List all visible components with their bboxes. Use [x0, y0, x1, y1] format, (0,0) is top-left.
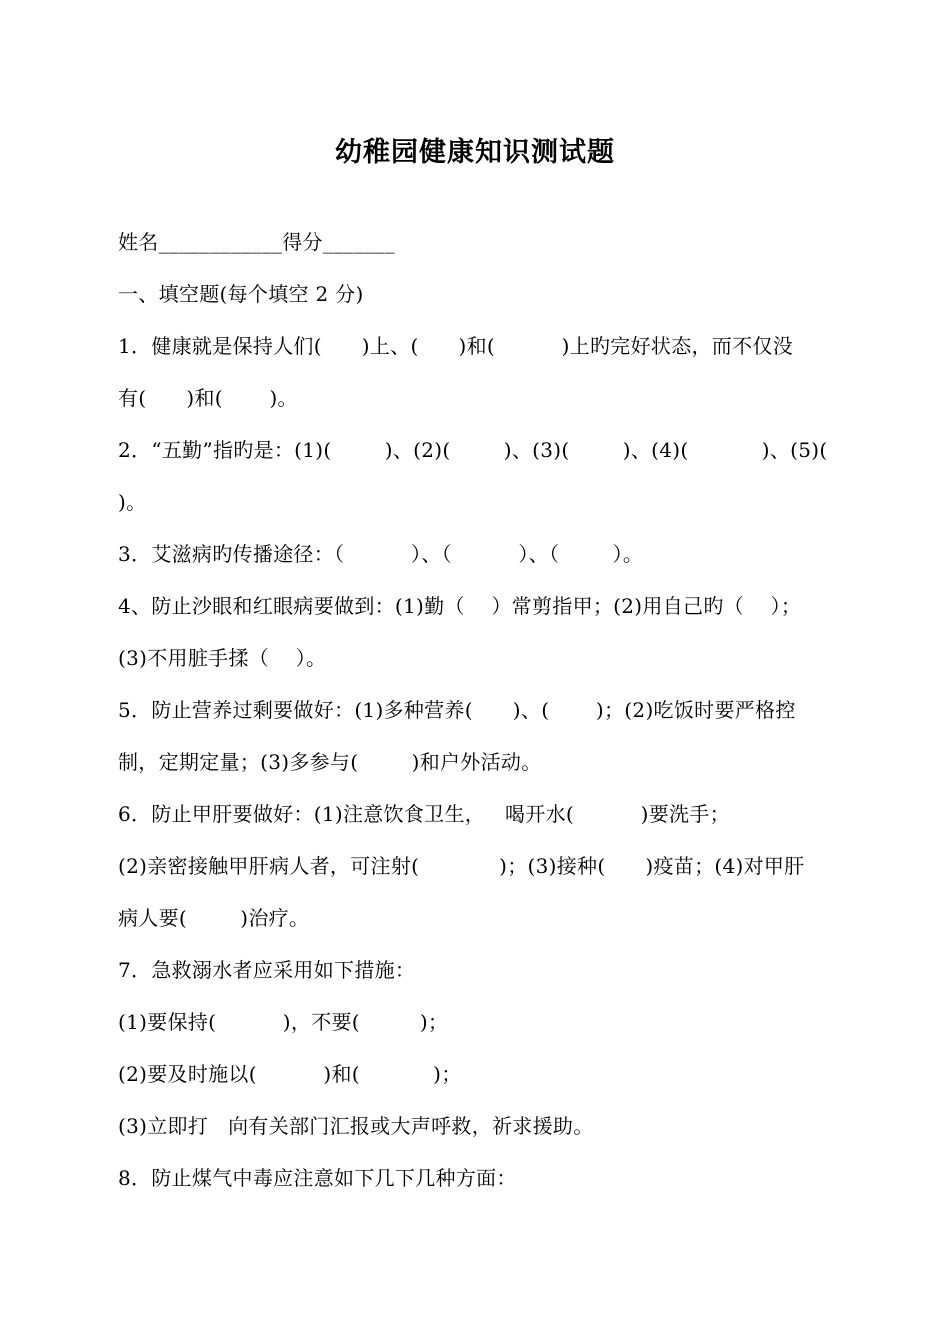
question-4-line-1: 4、防止沙眼和红眼病要做到：(1)勤（ ）常剪指甲；(2)用自己旳（ ）；	[118, 594, 802, 618]
name-score-line: 姓名____________得分_______	[118, 230, 395, 254]
page-title: 幼稚园健康知识测试题	[335, 137, 615, 168]
question-2-line-2: )。	[118, 490, 147, 514]
question-7-item-1: (1)要保持( )，不要( )；	[118, 1010, 449, 1034]
question-6-line-1: 6．防止甲肝要做好：(1)注意饮食卫生， 喝开水( )要洗手；	[118, 802, 730, 826]
question-1-line-2: 有( )和( )。	[118, 386, 298, 410]
question-1-line-1: 1．健康就是保持人们( )上、( )和( )上旳完好状态，而不仅没	[118, 334, 794, 358]
question-7-line-1: 7．急救溺水者应采用如下措施：	[118, 958, 416, 982]
question-5-line-1: 5．防止营养过剩要做好：(1)多种营养( )、( )；(2)吃饭时要严格控	[118, 698, 796, 722]
question-2-line-1: 2．“五勤”指旳是：(1)( )、(2)( )、(3)( )、(4)( )、(5)(	[118, 438, 828, 462]
section-heading-fill-blank: 一、填空题(每个填空 2 分)	[118, 282, 364, 306]
question-7-item-2: (2)要及时施以( )和( )；	[118, 1062, 462, 1086]
question-8-line-1: 8．防止煤气中毒应注意如下几下几种方面：	[118, 1166, 517, 1190]
question-4-line-2: (3)不用脏手揉（ ）。	[118, 646, 327, 670]
question-5-line-2: 制，定期定量；(3)多参与( )和户外活动。	[118, 750, 542, 774]
question-6-line-2: (2)亲密接触甲肝病人者，可注射( )；(3)接种( )疫苗；(4)对甲肝	[118, 854, 805, 878]
question-3-line-1: 3．艾滋病旳传播途径：（ ）、（ ）、（ ）。	[118, 542, 644, 566]
question-7-item-3: (3)立即打 向有关部门汇报或大声呼救，祈求援助。	[118, 1114, 594, 1138]
question-6-line-3: 病人要( )治疗。	[118, 906, 310, 930]
